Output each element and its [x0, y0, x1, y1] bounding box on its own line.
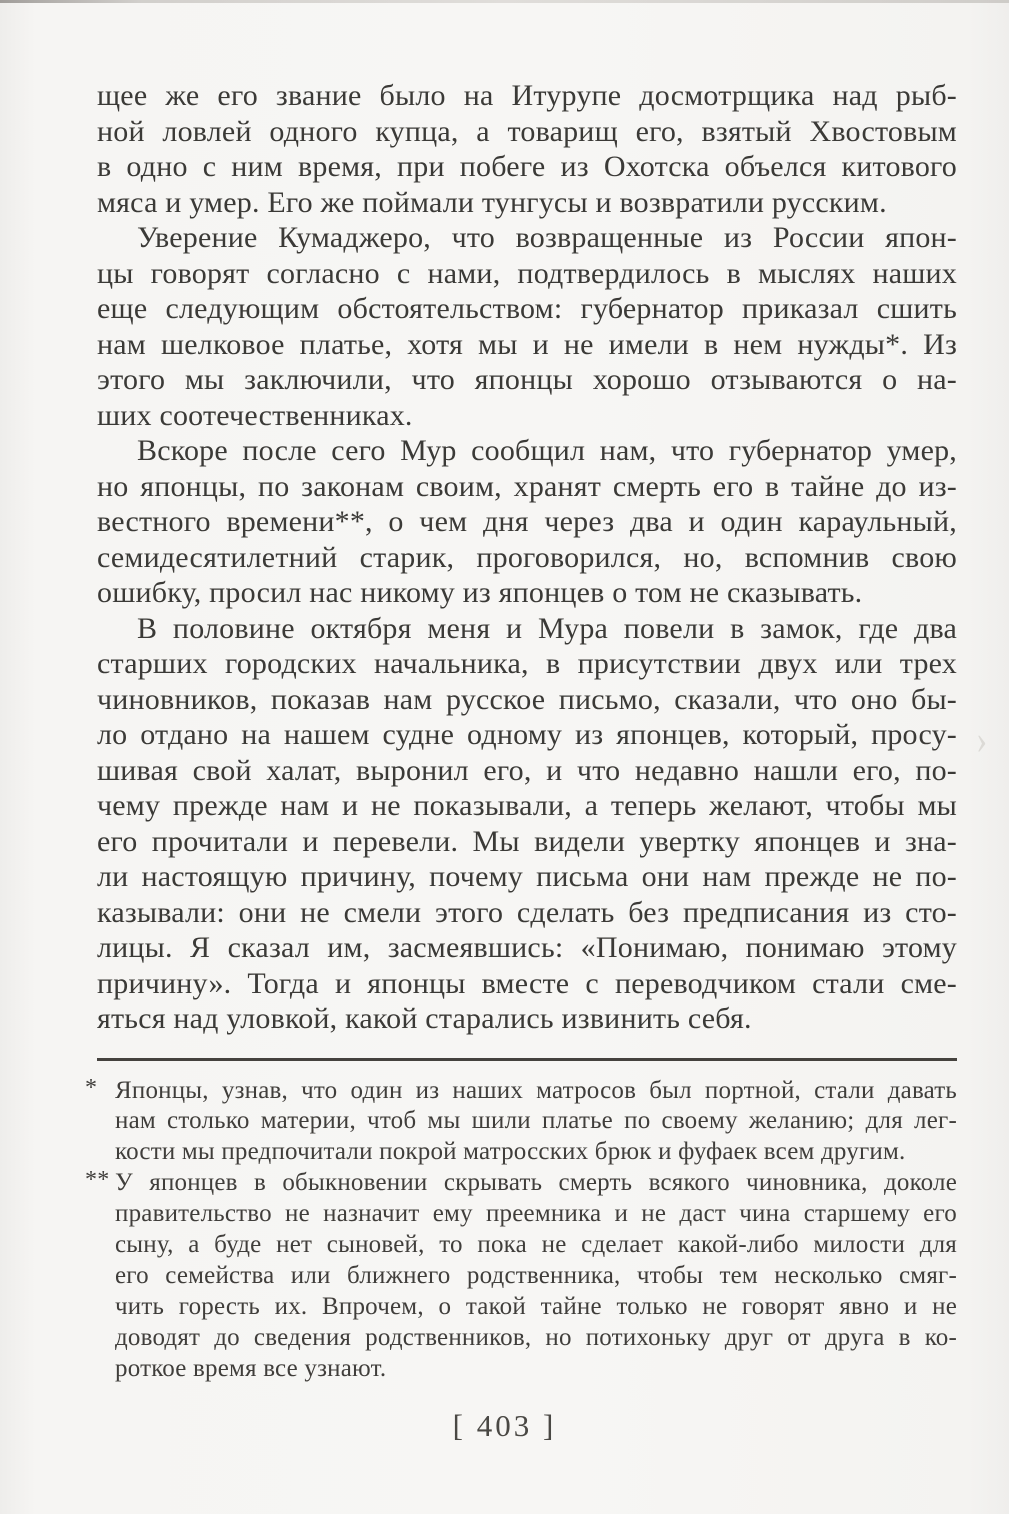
- body-line: яться над уловкой, какой старались извинить себя.: [97, 1002, 752, 1035]
- body-line: ной ловлей одного купца, а товарищ его, взятый Хвостовым: [97, 114, 957, 148]
- body-line: семидесятилетний старик, проговорился, но, вспомнив свою: [97, 540, 957, 574]
- footnote-marker: **: [85, 1167, 110, 1194]
- body-line: казывали: они не смели этого сделать без предписания из сто-: [97, 895, 957, 929]
- footnote-line: ** У японцев в обыкновении скрывать смерть всякого чиновника, доколе: [85, 1167, 957, 1197]
- footnote-line: чить горесть их. Впрочем, о такой тайне только не говорят явно и не: [115, 1292, 957, 1320]
- body-paragraph: [97, 611, 957, 1037]
- body-line: В половине октября меня и Мура повели в замок, где два: [137, 611, 957, 645]
- body-line: ших соотечественниках.: [97, 398, 413, 432]
- page-text-block: [85, 78, 957, 1385]
- footnote-marker: *: [85, 1074, 98, 1101]
- footnote-line: сыну, а буде нет сыновей, то пока не сделает какой-либо милости для: [115, 1231, 957, 1259]
- body-line: его прочитали и перевели. Мы видели увертку японцев и зна-: [97, 824, 957, 858]
- body-line: еще следующим обстоятельством: губернатор приказал сшить: [97, 292, 957, 325]
- body-line: ошибку, просил нас никому из японцев о том не сказывать.: [97, 576, 863, 609]
- footnote-line: * Японцы, узнав, что один из наших матросов был портной, стали давать: [85, 1074, 957, 1104]
- body-line: лицы. Я сказал им, засмеявшись: «Понимаю, понимаю этому: [97, 931, 957, 964]
- footnote-line: правительство не назначит ему преемника и не даст чина старшему его: [115, 1200, 957, 1228]
- footnote-line: его семейства или ближнего родственника, чтобы тем несколько смяг-: [115, 1261, 957, 1289]
- body-line: чиновников, показав нам русское письмо, сказали, что оно бы-: [97, 682, 957, 716]
- page-edge-mark: ›: [976, 718, 988, 763]
- page-number: [ 403 ]: [452, 1408, 557, 1443]
- footnote-line: доводят до сведения родственников, но потихоньку друг от друга в ко-: [115, 1323, 957, 1351]
- body-paragraph: [97, 220, 957, 433]
- body-line: но японцы, по законам своим, хранят смерть его в тайне до из-: [97, 469, 957, 503]
- body-line: щее же его звание было на Итурупе досмотрщика над рыб-: [97, 79, 957, 112]
- body-paragraph: [97, 78, 957, 220]
- body-paragraph: [97, 433, 957, 611]
- body-line: этого мы заключили, что японцы хорошо отзываются о на-: [97, 363, 957, 396]
- body-line: Уверение Кумаджеро, что возвращенные из России япон-: [137, 221, 957, 254]
- footnote: [85, 1167, 957, 1384]
- body-line: в одно с ним время, при побеге из Охотска объелся китового: [97, 150, 957, 183]
- page-top-edge-shadow: [0, 0, 1009, 3]
- footnotes-block: [85, 1074, 957, 1385]
- body-line: чему прежде нам и не показывали, а теперь желают, чтобы мы: [97, 789, 957, 822]
- body-line: ло отдано на нашем судне одному из японцев, который, просу-: [97, 718, 957, 751]
- body-line: старших городских начальника, в присутствии двух или трех: [97, 647, 957, 680]
- footnote-separator-rule: [97, 1058, 957, 1061]
- body-line: причину». Тогда и японцы вместе с переводчиком стали сме-: [97, 966, 957, 1000]
- body-text: [97, 78, 957, 1037]
- body-line: шивая свой халат, выронил его, и что недавно нашли его, по-: [97, 753, 957, 787]
- body-line: вестного времени**, о чем дня через два и один караульный,: [97, 505, 957, 538]
- footnote-line: роткое время все узнают.: [115, 1354, 387, 1382]
- footnote-line: кости мы предпочитали покрой матросских брюк и фуфаек всем другим.: [115, 1138, 906, 1166]
- body-line: мяса и умер. Его же поймали тунгусы и возвратили русским.: [97, 185, 887, 219]
- body-line: цы говорят согласно с нами, подтвердилось в мыслях наших: [97, 256, 957, 290]
- footnote: [85, 1074, 957, 1169]
- body-line: нам шелковое платье, хотя мы и не имели в нем нужды*. Из: [97, 327, 957, 361]
- body-line: ли настоящую причину, почему письма они нам прежде не по-: [97, 860, 957, 893]
- footnote-line: нам столько материи, чтоб мы шили платье по своему желанию; для лег-: [115, 1107, 957, 1135]
- body-line: Вскоре после сего Мур сообщил нам, что губернатор умер,: [137, 434, 957, 467]
